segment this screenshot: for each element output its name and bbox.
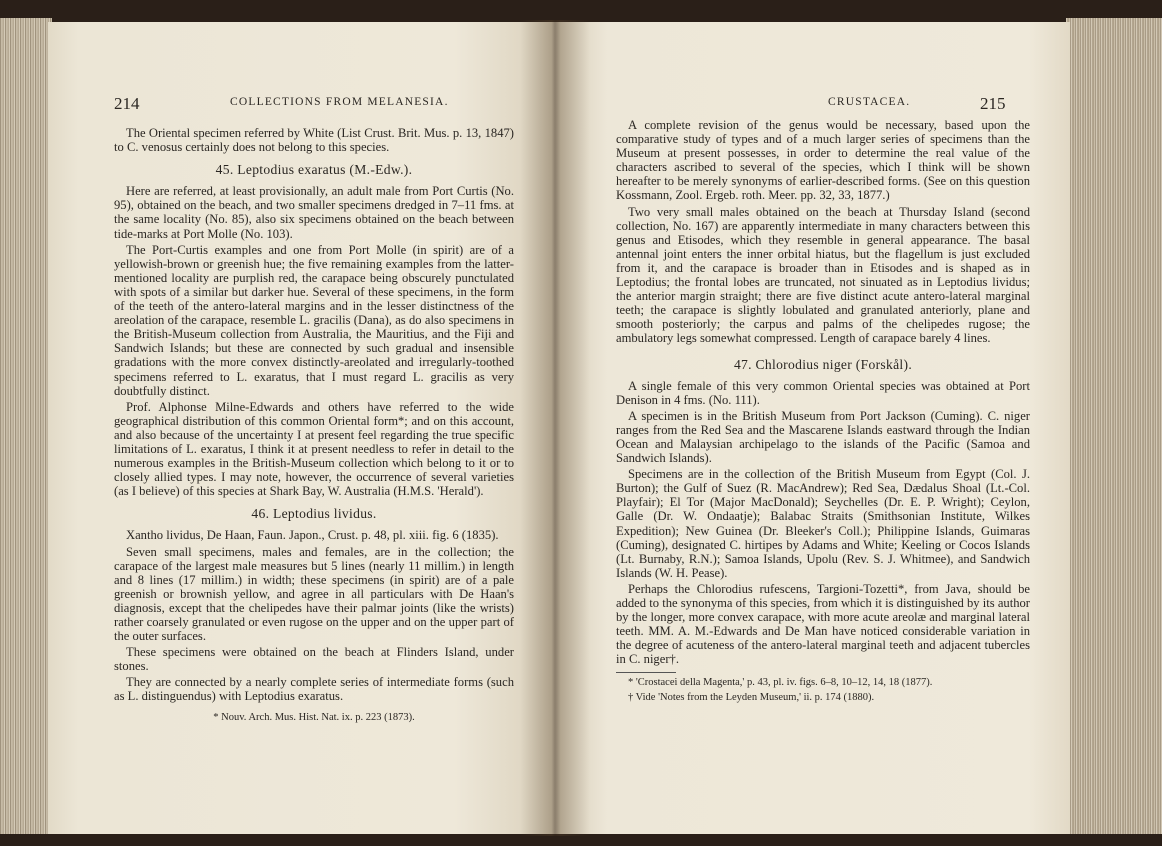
page-number: 214 bbox=[114, 94, 140, 113]
paragraph: A specimen is in the British Museum from Port Jackson (Cuming). C. niger ranges from the Red Sea and the Mascarene Islands eastward through the Indian Ocean and Malaysian archipelago to the islands of the Pacific (Samoa and Sandwich Islands). bbox=[616, 408, 1030, 466]
paragraph: Here are referred, at least provisionally, an adult male from Port Curtis (No. 95), obtained on the beach, and two smaller specimens dredged in 7–11 fms. at the same locality (No. 85), also six specimens obtained on the beach between tide-marks at Port Molle (No. 103). bbox=[114, 184, 514, 241]
running-head: COLLECTIONS FROM MELANESIA. bbox=[230, 96, 449, 108]
footnote: * 'Crostacei della Magenta,' p. 43, pl. iv. figs. 6–8, 10–12, 14, 18 (1877). bbox=[628, 677, 933, 689]
paragraph: The Oriental specimen referred by White (List Crust. Brit. Mus. p. 13, 1847) to C. venosus certainly does not belong to this species. bbox=[114, 126, 514, 155]
section-heading: 47. Chlorodius niger (Forskål). bbox=[733, 356, 913, 372]
right-page bbox=[556, 22, 1070, 834]
footnote: * Nouv. Arch. Mus. Hist. Nat. ix. p. 223 (1873). bbox=[213, 711, 415, 723]
left-page bbox=[48, 22, 556, 834]
section-heading: 45. Leptodius exaratus (M.-Edw.). bbox=[215, 162, 413, 178]
left-text-column bbox=[114, 126, 514, 726]
footnote: † Vide 'Notes from the Leyden Museum,' ii. p. 174 (1880). bbox=[628, 691, 875, 703]
right-page-edges bbox=[1066, 18, 1162, 834]
footnote-rule bbox=[616, 672, 676, 673]
paragraph: A complete revision of the genus would be necessary, based upon the comparative study of types and of a much larger series of specimens than the Museum at present possesses, in order to determine the real value of the characters ascribed to several of the species, which I think will be shown hereafter to be merely synonyms of earlier-described forms. (See on this question Kossmann, Zool. Ergeb. roth. Meer. pp. 32, 33, 1877.) bbox=[616, 118, 1030, 203]
paragraph: Specimens are in the collection of the British Museum from Egypt (Col. J. Burton); the Gulf of Suez (R. MacAndrew); Red Sea, Dædalus Shoal (Lt.-Col. Playfair); El Tor (Major MacDonald); Seychelles (Dr. E. P. Wright); Ceylon, Galle (Dr. W. Ondaatje); Balabac Straits (Smithsonian Institute, Wilkes Expedition); New Guinea (Dr. Bleeker's Coll.); Philippine Islands, Guimaras (Cuming), designated C. hirtipes by Adams and White; Keeling or Cocos Islands (Lt. Burnaby, R.N.); Samoa Islands, Upolu (Rev. S. J. Whitmee), and Sandwich Islands (W. H. Pease). bbox=[616, 467, 1030, 580]
paragraph: A single female of this very common Oriental species was obtained at Port Denison in 4 fms. (No. 111). bbox=[616, 378, 1030, 407]
paragraph: Perhaps the Chlorodius rufescens, Targioni-Tozetti*, from Java, should be added to the synonyma of this species, from which it is distinguished by its author by the longer, more convex carapace, with more acute areolæ and marginal lateral teeth. MM. A. M.-Edwards and De Man have noticed considerable variation in the degree of acuteness of the antero-lateral marginal teeth and adjacent tubercles in C. niger†. bbox=[616, 581, 1030, 667]
synonymy: Xantho lividus, De Haan, Faun. Japon., Crust. p. 48, pl. xiii. fig. 6 (1835). bbox=[126, 528, 499, 543]
paragraph: Seven small specimens, males and females, are in the collection; the carapace of the largest male measures but 5 lines (nearly 11 millim.) in length and 8 lines (17 millim.) in width; these specimens (in spirit) are of a pale greenish or brownish yellow, and agree in all particulars with De Haan's diagnosis, except that the chelipedes have their palmar joints (like the wrists) rather coarsely granulated or even rugose on the upper and on the upper part of the outer surfaces. bbox=[114, 544, 514, 644]
paragraph: Two very small males obtained on the beach at Thursday Island (second collection, No. 167) are apparently intermediate in many characters between this genus and Etisodes, which they resemble in general appearance. The basal antennal joint enters the inner orbital hiatus, but the flagellum is just excluded from it, and the carapace is broader than in Etisodes and is shaped as in Leptodius; the frontal lobes are truncated, not sinuated as in Leptodius lividus; the anterior margin straight; there are five distinct acute antero-lateral marginal teeth; the carapace is slightly lobulated and granulated anteriorly, plane and smooth posteriorly; the carpus and palms of the chelipedes rugose; the ambulatory legs somewhat compressed. Length of carapace barely 4 lines. bbox=[616, 204, 1030, 346]
paragraph: These specimens were obtained on the beach at Flinders Island, under stones. bbox=[114, 645, 514, 674]
paragraph: Prof. Alphonse Milne-Edwards and others have referred to the wide geographical distribution of this common Oriental form*; and on this account, and also because of the uncertainty I at present feel regarding the true specific limitations of L. exaratus, I think it at present needless to refer in detail to the numerous examples in the British-Museum collection which belong to it or to closely allied types. I may note, however, the occurrence of several varieties (as I believe) of this species at Shark Bay, W. Australia (H.M.S. 'Herald'). bbox=[114, 399, 514, 499]
paragraph: They are connected by a nearly complete series of intermediate forms (such as L. distinguendus) with Leptodius exaratus. bbox=[114, 675, 514, 704]
section-heading: 46. Leptodius lividus. bbox=[251, 506, 377, 522]
page-number: 215 bbox=[980, 94, 1006, 113]
right-text-column bbox=[616, 118, 1030, 706]
paragraph: The Port-Curtis examples and one from Port Molle (in spirit) are of a yellowish-brown or greenish hue; the five remaining examples from the latter-mentioned locality are purplish red, the carapace being obscurely punctulated with spots of a similar but darker hue. Several of these specimens, in the form of the teeth of the antero-lateral margins and in the lesser distinctness of the areolation of the carapace, resemble L. gracilis (Dana), as do also specimens in the British-Museum collection from Australia, the Mauritius, and the Fiji and Sandwich Islands; but these are connected by such gradual and insensible gradations with the more convex distinctly-areolated and irregularly-toothed specimens referred to L. exaratus, that I must regard L. gracilis as very doubtfully distinct. bbox=[114, 242, 514, 398]
running-head: CRUSTACEA. bbox=[828, 96, 911, 108]
left-page-edges bbox=[0, 18, 52, 834]
